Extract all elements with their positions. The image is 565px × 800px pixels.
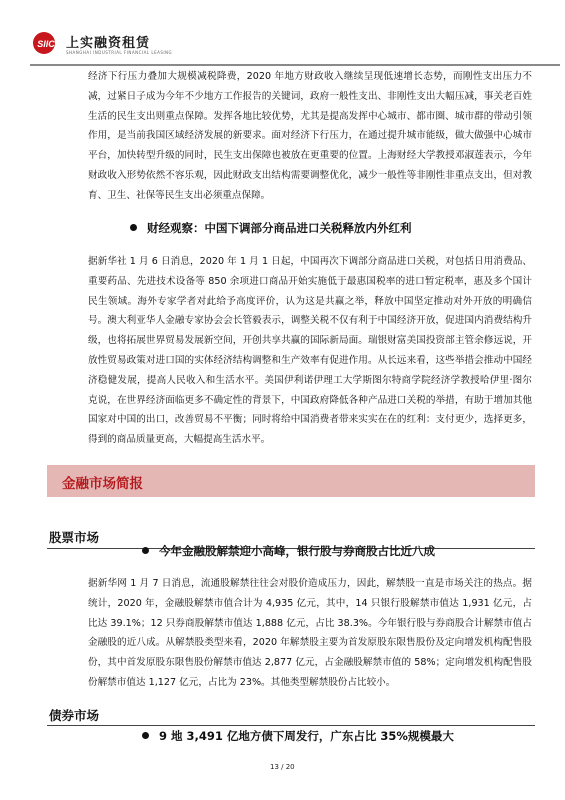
- page-number: 13 / 20: [270, 763, 295, 771]
- section-title: 金融市场简报: [62, 476, 143, 492]
- svg-text:SIIC: SIIC: [37, 39, 55, 49]
- bullet-heading-text: 9 地 3,491 亿地方债下周发行，广东占比 35%规模最大: [159, 729, 454, 743]
- brand-english-name: SHANGHAI INDUSTRIAL FINANCIAL LEASING: [66, 50, 173, 55]
- bullet-heading-financial-stocks: [142, 543, 435, 559]
- siic-logo-icon: [30, 30, 62, 56]
- bullet-heading-text: 财经观察：中国下调部分商品进口关税释放内外红利: [147, 221, 412, 235]
- subhead-divider: [47, 725, 535, 726]
- header-divider: [30, 64, 560, 66]
- bullet-dot-icon: [142, 732, 149, 739]
- page-header: [0, 0, 565, 72]
- paragraph-stock-unlock: 据新华网 1 月 7 日消息，流通股解禁往往会对股价造成压力，因此，解禁股一直是市场关注的热点。据统计，2020 年，金融股解禁市值合计为 4,935 亿元，其中，14 只银行股解禁市值达 1,931 亿元，占比达 39.1%；12 只券商股解禁市值达 1,888 亿元，占比 38.3%。今年银行股与券商股合计解禁市值占金融股的近八成。从解禁股类型来看，2020 年解禁股主要为首发原股东限售股份及定向增发机构配售股份，其中首发原股东限售股份解禁市值达 2,877 亿元，占金融股解禁市值的 58%；定向增发机构配售股份解禁市值达 1,127 亿元，占比为 23%。其他类型解禁股份占比较小。: [88, 578, 532, 688]
- subhead-stock-market: 股票市场: [49, 530, 100, 545]
- paragraph-tariff: 据新华社 1 月 6 日消息，2020 年 1 月 1 日起，中国再次下调部分商品进口关税，对包括日用消费品、重要药品、先进技术设备等 850 余项进口商品开始实施低于最惠国税率的进口暂定税率，惠及多个国计民生领域。海外专家学者对此给予高度评价，认为这是共赢之举，释放中国坚定推动对外开放的明确信号。澳大利亚华人金融专家协会会长管毅表示，调整关税不仅有利于中国经济开放，促进国内消费结构升级，也将拓展世界贸易发展新空间，开创共享共赢的国际新局面。瑞银财富美国投资部主管余修远说，开放性贸易政策对进口国的实体经济结构调整和生产效率有促进作用。从长远来看，这些举措会推动中国经济稳健发展，提高人民收入和生活水平。美国伊利诺伊理工大学斯图尔特商学院经济学教授哈伊里·图尔克说，在世界经济面临更多不确定性的背景下，中国政府降低各种产品进口关税的举措，有助于增加其他国家对中国的出口，改善贸易不平衡；同时将给中国消费者带来实实在在的红利：支付更少，选择更多，得到的商品质量更高，大幅提高生活水平。: [88, 256, 532, 446]
- bullet-heading-text: 今年金融股解禁迎小高峰，银行股与券商股占比近八成: [159, 544, 435, 558]
- brand-name: 上实融资租赁: [66, 36, 151, 51]
- bullet-heading-local-bonds: [142, 728, 454, 744]
- subhead-bond-market: 债券市场: [49, 708, 100, 723]
- section-banner: [47, 465, 535, 497]
- bullet-dot-icon: [130, 224, 137, 231]
- bullet-heading-tariff: [130, 220, 412, 236]
- bullet-dot-icon: [142, 547, 149, 554]
- paragraph-local-finance: 经济下行压力叠加大规模减税降费，2020 年地方财政收入继续呈现低速增长态势，而刚性支出压力不减，过紧日子成为今年不少地方工作报告的关键词，政府一般性支出、非刚性支出大幅压减，事关老百姓生活的民生支出则重点保障。发挥各地比较优势，尤其是提高发挥中心城市、都市圈、城市群的带动引领作用，是当前我国区域经济发展的新要求。面对经济下行压力，在通过提升城市能级，做大做强中心城市平台，加快转型升级的同时，民生支出保障也被放在更重要的位置。上海财经大学教授邓淑莲表示，今年财政收入形势依然不容乐观，因此财政支出结构需要调整优化，减少一般性等非刚性非重点支出，但对教育、卫生、社保等民生支出必须重点保障。: [88, 71, 532, 201]
